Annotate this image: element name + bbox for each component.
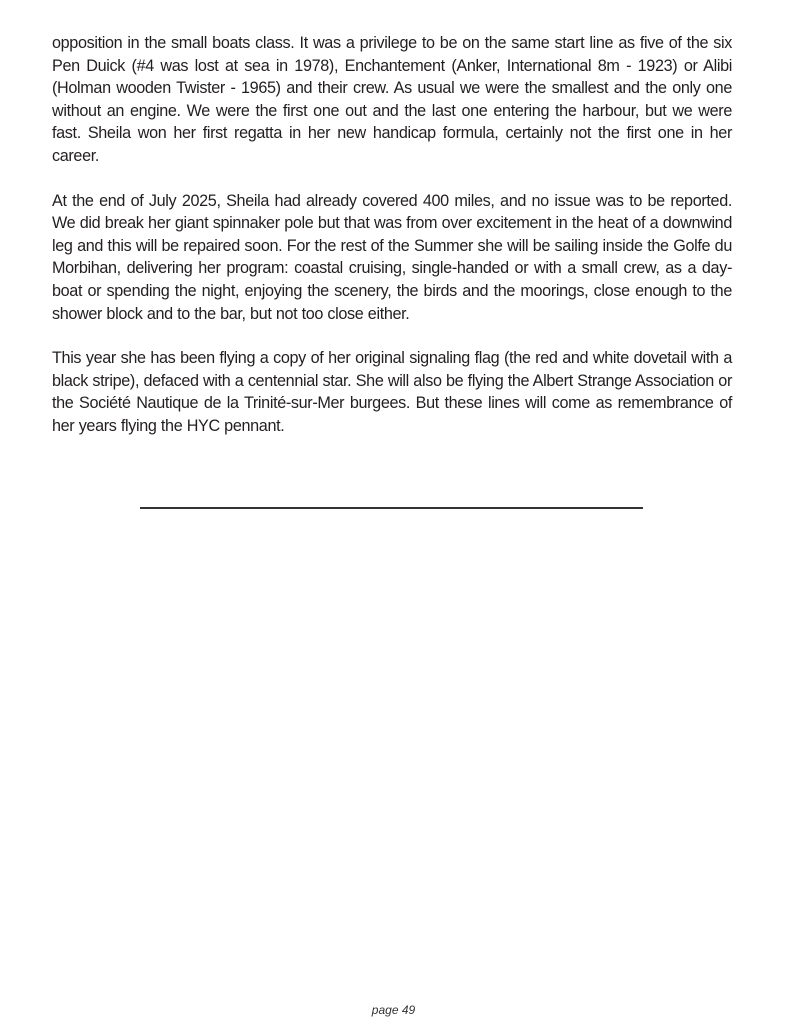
paragraph-summer-sailing: At the end of July 2025, Sheila had already covered 400 miles, and no issue was to be reported. We did break her giant spinnaker pole but that was from over excitement in the heat of a downwind leg and this will be repaired soon. For the rest of the Summer she will be sailing inside the Golfe du Morbihan, delivering her program: coastal cruising, single-handed or with a small crew, as a day-boat or spending the night, enjoying the scenery, the birds and the moorings, close enough to the shower block and to the bar, but not too close either. bbox=[52, 191, 732, 323]
article-body bbox=[52, 32, 732, 460]
paragraph-regatta: opposition in the small boats class. It was a privilege to be on the same start line as five of the six Pen Duick (#4 was lost at sea in 1978), Enchantement (Anker, International 8m - 1923) or Alibi (Holman wooden Twister - 1965) and their crew. As usual we were the smallest and the only one without an engine. We were the first one out and the last one entering the harbour, but we were fast. Sheila won her first regatta in her new handicap formula, certainly not the first one in her career. bbox=[52, 34, 732, 165]
paragraph-flags: This year she has been flying a copy of her original signaling flag (the red and white dovetail with a black stripe), defaced with a centennial star. She will also be flying the Albert Strange Association or the Société Nautique de la Trinité-sur-Mer burgees. But these lines will come as remembrance of her years flying the HYC pennant. bbox=[52, 349, 732, 435]
page-number: page 49 bbox=[371, 1003, 416, 1017]
section-divider bbox=[140, 507, 643, 509]
